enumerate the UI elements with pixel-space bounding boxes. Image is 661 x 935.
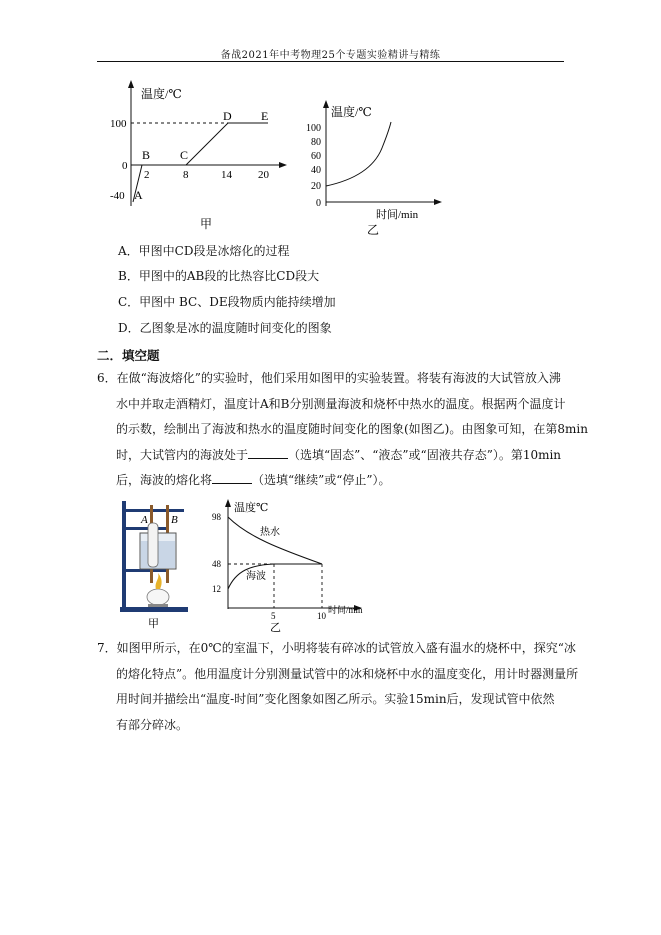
yi-ytick-0: 0 <box>316 198 321 209</box>
q6-line-3: 的示数，绘制出了海波和热水的温度随时间变化的图象(如图乙)。由图象可知，在第8min <box>116 422 588 436</box>
figure-yi-chart <box>304 96 444 241</box>
yi2-ytick-98: 98 <box>212 512 221 522</box>
q7-line-3: 用时间并描绘出“温度-时间”变化图象如图乙所示。实验15min后，发现试管中依然 <box>116 692 555 706</box>
page-header: 备战2021年中考物理25个专题实验精讲与精练 <box>220 50 441 61</box>
apparatus-label-b: B <box>171 514 178 526</box>
yi-ytick-20: 20 <box>311 181 321 192</box>
section-title: 二．填空题 <box>97 348 160 363</box>
figure-yi2-chart <box>210 497 370 635</box>
wave-curve <box>228 564 322 589</box>
figure-jia-chart <box>108 78 288 238</box>
yi2-label-hot: 热水 <box>260 527 280 538</box>
yi2-xtick-5: 5 <box>271 611 276 621</box>
jia-point-a: A <box>134 188 143 202</box>
q6-line-4a: 时，大试管内的海波处于 <box>116 447 249 462</box>
jia-point-e: E <box>261 109 269 123</box>
yi2-xtick-10: 10 <box>317 611 326 621</box>
yi-ytick-40: 40 <box>311 165 321 176</box>
jia-xtick-14: 14 <box>221 169 232 181</box>
q7-line-2: 的熔化特点”。他用温度计分别测量试管中的冰和烧杯中水的温度变化，用计时器测量所 <box>116 666 579 681</box>
answer-blank-state[interactable] <box>248 446 288 459</box>
apparatus-caption: 甲 <box>148 618 159 630</box>
jia-ytick-neg40: -40 <box>110 190 125 202</box>
yi-y-label: 温度/℃ <box>331 105 372 119</box>
q7-line-4: 有部分碎冰。 <box>116 717 189 732</box>
jia-ytick-100: 100 <box>110 118 127 130</box>
yi-ytick-80: 80 <box>311 137 321 148</box>
jia-point-d: D <box>223 109 232 123</box>
option-d: D．乙图象是冰的温度随时间变化的图象 <box>118 321 332 335</box>
jia-xtick-8: 8 <box>183 169 189 181</box>
yi-x-label: 时间/min <box>376 209 419 221</box>
jia-xtick-2: 2 <box>144 169 150 181</box>
jia-caption: 甲 <box>200 217 213 231</box>
apparatus-jia <box>110 497 200 632</box>
jia-point-c: C <box>180 148 189 162</box>
q6-line-4b: （选填“固态”、“液态”或“固液共存态”）。第10min <box>288 447 562 462</box>
q6-line-5 <box>97 468 567 494</box>
jia-curve <box>133 123 268 202</box>
yi2-label-wave: 海波 <box>246 571 266 582</box>
yi-curve <box>326 122 391 186</box>
question-6 <box>97 366 588 494</box>
yi2-ytick-48: 48 <box>212 559 221 569</box>
q6-line-2: 水中并取走酒精灯，温度计A和B分别测量海波和烧杯中热水的温度。根据两个温度计 <box>116 396 566 411</box>
yi-ytick-100: 100 <box>306 123 321 134</box>
apparatus-label-a: A <box>141 514 148 526</box>
question-7 <box>97 636 579 738</box>
yi2-caption: 乙 <box>270 622 281 634</box>
q6-line-5b: （选填“继续”或“停止”）。 <box>252 473 391 487</box>
yi2-ytick-12: 12 <box>212 584 221 594</box>
yi-ytick-60: 60 <box>311 151 321 162</box>
hot-water-curve <box>228 517 322 564</box>
jia-ytick-0: 0 <box>122 160 128 172</box>
yi-caption: 乙 <box>367 223 380 237</box>
option-c: C．甲图中 BC、DE段物质内能持续增加 <box>118 295 336 309</box>
answer-blank-melting[interactable] <box>212 471 252 484</box>
q6-line-5a: 后，海波的熔化将 <box>116 473 213 487</box>
jia-xtick-20: 20 <box>258 169 269 181</box>
option-a: A．甲图中CD段是冰熔化的过程 <box>118 244 290 258</box>
q6-line-1: 6．在做“海波熔化”的实验时，他们采用如图甲的实验装置。将装有海波的大试管放入沸 <box>97 371 561 385</box>
q6-line-4 <box>97 443 567 469</box>
option-b: B．甲图中的AB段的比热容比CD段大 <box>118 269 320 283</box>
yi2-x-label: 时间/min <box>328 605 363 615</box>
jia-y-label: 温度/℃ <box>141 87 182 101</box>
header-rule <box>97 61 564 62</box>
yi2-y-label: 温度℃ <box>234 502 269 514</box>
q7-line-1: 7．如图甲所示，在0℃的室温下，小明将装有碎冰的试管放入盛有温水的烧杯中，探究“冰 <box>97 641 576 655</box>
jia-point-b: B <box>142 148 151 162</box>
